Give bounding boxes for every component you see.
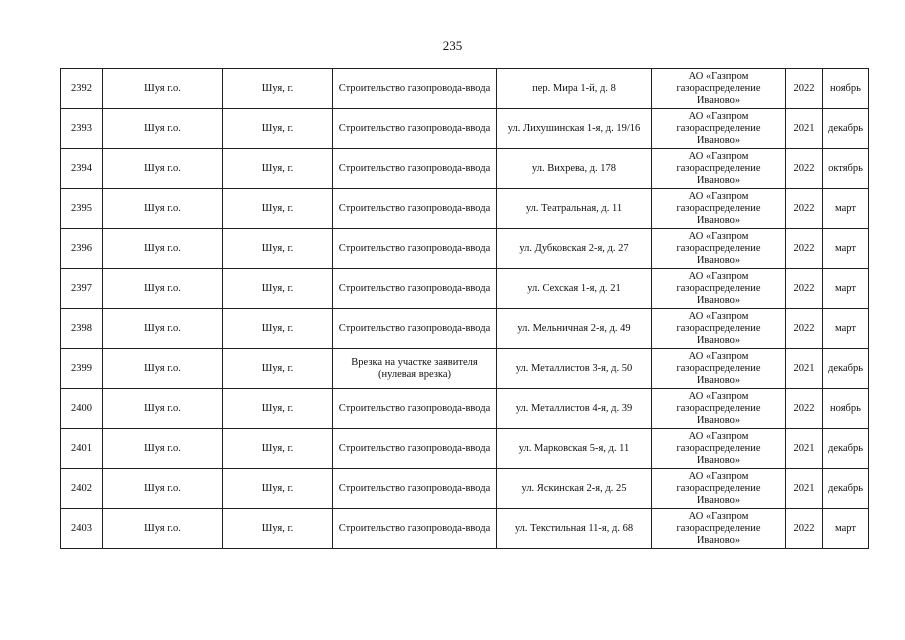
year-cell: 2021 xyxy=(786,349,823,389)
row-number-cell: 2402 xyxy=(61,469,103,509)
district-cell: Шуя г.о. xyxy=(103,149,223,189)
locality-cell: Шуя, г. xyxy=(223,389,333,429)
locality-cell: Шуя, г. xyxy=(223,69,333,109)
table-row xyxy=(61,269,869,309)
year-cell: 2022 xyxy=(786,149,823,189)
row-number-cell: 2395 xyxy=(61,189,103,229)
year-cell: 2022 xyxy=(786,69,823,109)
address-cell: ул. Металлистов 3-я, д. 50 xyxy=(497,349,652,389)
month-cell: октябрь xyxy=(823,149,869,189)
month-cell: декабрь xyxy=(823,109,869,149)
year-cell: 2021 xyxy=(786,429,823,469)
locality-cell: Шуя, г. xyxy=(223,469,333,509)
year-cell: 2022 xyxy=(786,309,823,349)
year-cell: 2022 xyxy=(786,229,823,269)
address-cell: ул. Сехская 1-я, д. 21 xyxy=(497,269,652,309)
address-cell: ул. Дубковская 2-я, д. 27 xyxy=(497,229,652,269)
row-number-cell: 2392 xyxy=(61,69,103,109)
organization-cell: АО «Газпром газораспределение Иваново» xyxy=(652,509,786,549)
address-cell: пер. Мира 1-й, д. 8 xyxy=(497,69,652,109)
organization-cell: АО «Газпром газораспределение Иваново» xyxy=(652,189,786,229)
address-cell: ул. Лихушинская 1-я, д. 19/16 xyxy=(497,109,652,149)
locality-cell: Шуя, г. xyxy=(223,109,333,149)
work-type-cell: Строительство газопровода-ввода xyxy=(333,149,497,189)
district-cell: Шуя г.о. xyxy=(103,269,223,309)
district-cell: Шуя г.о. xyxy=(103,229,223,269)
work-type-cell: Строительство газопровода-ввода xyxy=(333,189,497,229)
row-number-cell: 2403 xyxy=(61,509,103,549)
address-cell: ул. Марковская 5-я, д. 11 xyxy=(497,429,652,469)
district-cell: Шуя г.о. xyxy=(103,389,223,429)
work-type-cell: Строительство газопровода-ввода xyxy=(333,309,497,349)
table-row xyxy=(61,149,869,189)
work-type-cell: Строительство газопровода-ввода xyxy=(333,69,497,109)
row-number-cell: 2393 xyxy=(61,109,103,149)
district-cell: Шуя г.о. xyxy=(103,189,223,229)
row-number-cell: 2399 xyxy=(61,349,103,389)
month-cell: декабрь xyxy=(823,469,869,509)
address-cell: ул. Текстильная 11-я, д. 68 xyxy=(497,509,652,549)
year-cell: 2022 xyxy=(786,509,823,549)
year-cell: 2022 xyxy=(786,389,823,429)
table-row xyxy=(61,109,869,149)
row-number-cell: 2401 xyxy=(61,429,103,469)
locality-cell: Шуя, г. xyxy=(223,229,333,269)
locality-cell: Шуя, г. xyxy=(223,189,333,229)
month-cell: март xyxy=(823,509,869,549)
locality-cell: Шуя, г. xyxy=(223,509,333,549)
month-cell: ноябрь xyxy=(823,69,869,109)
work-type-cell: Строительство газопровода-ввода xyxy=(333,109,497,149)
district-cell: Шуя г.о. xyxy=(103,469,223,509)
work-type-cell: Строительство газопровода-ввода xyxy=(333,389,497,429)
month-cell: март xyxy=(823,309,869,349)
year-cell: 2022 xyxy=(786,269,823,309)
work-type-cell: Врезка на участке заявителя (нулевая врезка) xyxy=(333,349,497,389)
registry-table xyxy=(60,68,869,549)
district-cell: Шуя г.о. xyxy=(103,309,223,349)
organization-cell: АО «Газпром газораспределение Иваново» xyxy=(652,109,786,149)
organization-cell: АО «Газпром газораспределение Иваново» xyxy=(652,149,786,189)
table-row xyxy=(61,69,869,109)
month-cell: ноябрь xyxy=(823,389,869,429)
month-cell: март xyxy=(823,229,869,269)
year-cell: 2022 xyxy=(786,189,823,229)
table-row xyxy=(61,309,869,349)
month-cell: март xyxy=(823,189,869,229)
work-type-cell: Строительство газопровода-ввода xyxy=(333,269,497,309)
address-cell: ул. Театральная, д. 11 xyxy=(497,189,652,229)
work-type-cell: Строительство газопровода-ввода xyxy=(333,509,497,549)
district-cell: Шуя г.о. xyxy=(103,509,223,549)
address-cell: ул. Металлистов 4-я, д. 39 xyxy=(497,389,652,429)
organization-cell: АО «Газпром газораспределение Иваново» xyxy=(652,309,786,349)
organization-cell: АО «Газпром газораспределение Иваново» xyxy=(652,69,786,109)
organization-cell: АО «Газпром газораспределение Иваново» xyxy=(652,349,786,389)
table-row xyxy=(61,349,869,389)
address-cell: ул. Вихрева, д. 178 xyxy=(497,149,652,189)
locality-cell: Шуя, г. xyxy=(223,349,333,389)
row-number-cell: 2400 xyxy=(61,389,103,429)
table-row xyxy=(61,189,869,229)
address-cell: ул. Мельничная 2-я, д. 49 xyxy=(497,309,652,349)
table-row xyxy=(61,429,869,469)
work-type-cell: Строительство газопровода-ввода xyxy=(333,469,497,509)
table-body xyxy=(61,69,869,549)
district-cell: Шуя г.о. xyxy=(103,69,223,109)
organization-cell: АО «Газпром газораспределение Иваново» xyxy=(652,229,786,269)
table-row xyxy=(61,509,869,549)
address-cell: ул. Яскинская 2-я, д. 25 xyxy=(497,469,652,509)
district-cell: Шуя г.о. xyxy=(103,349,223,389)
row-number-cell: 2397 xyxy=(61,269,103,309)
page-number: 235 xyxy=(442,38,463,53)
work-type-cell: Строительство газопровода-ввода xyxy=(333,429,497,469)
table-row xyxy=(61,469,869,509)
row-number-cell: 2398 xyxy=(61,309,103,349)
locality-cell: Шуя, г. xyxy=(223,429,333,469)
locality-cell: Шуя, г. xyxy=(223,269,333,309)
table-row xyxy=(61,389,869,429)
table-row xyxy=(61,229,869,269)
locality-cell: Шуя, г. xyxy=(223,149,333,189)
organization-cell: АО «Газпром газораспределение Иваново» xyxy=(652,469,786,509)
year-cell: 2021 xyxy=(786,469,823,509)
locality-cell: Шуя, г. xyxy=(223,309,333,349)
year-cell: 2021 xyxy=(786,109,823,149)
month-cell: декабрь xyxy=(823,429,869,469)
organization-cell: АО «Газпром газораспределение Иваново» xyxy=(652,269,786,309)
district-cell: Шуя г.о. xyxy=(103,109,223,149)
row-number-cell: 2394 xyxy=(61,149,103,189)
organization-cell: АО «Газпром газораспределение Иваново» xyxy=(652,389,786,429)
month-cell: декабрь xyxy=(823,349,869,389)
organization-cell: АО «Газпром газораспределение Иваново» xyxy=(652,429,786,469)
row-number-cell: 2396 xyxy=(61,229,103,269)
district-cell: Шуя г.о. xyxy=(103,429,223,469)
month-cell: март xyxy=(823,269,869,309)
work-type-cell: Строительство газопровода-ввода xyxy=(333,229,497,269)
